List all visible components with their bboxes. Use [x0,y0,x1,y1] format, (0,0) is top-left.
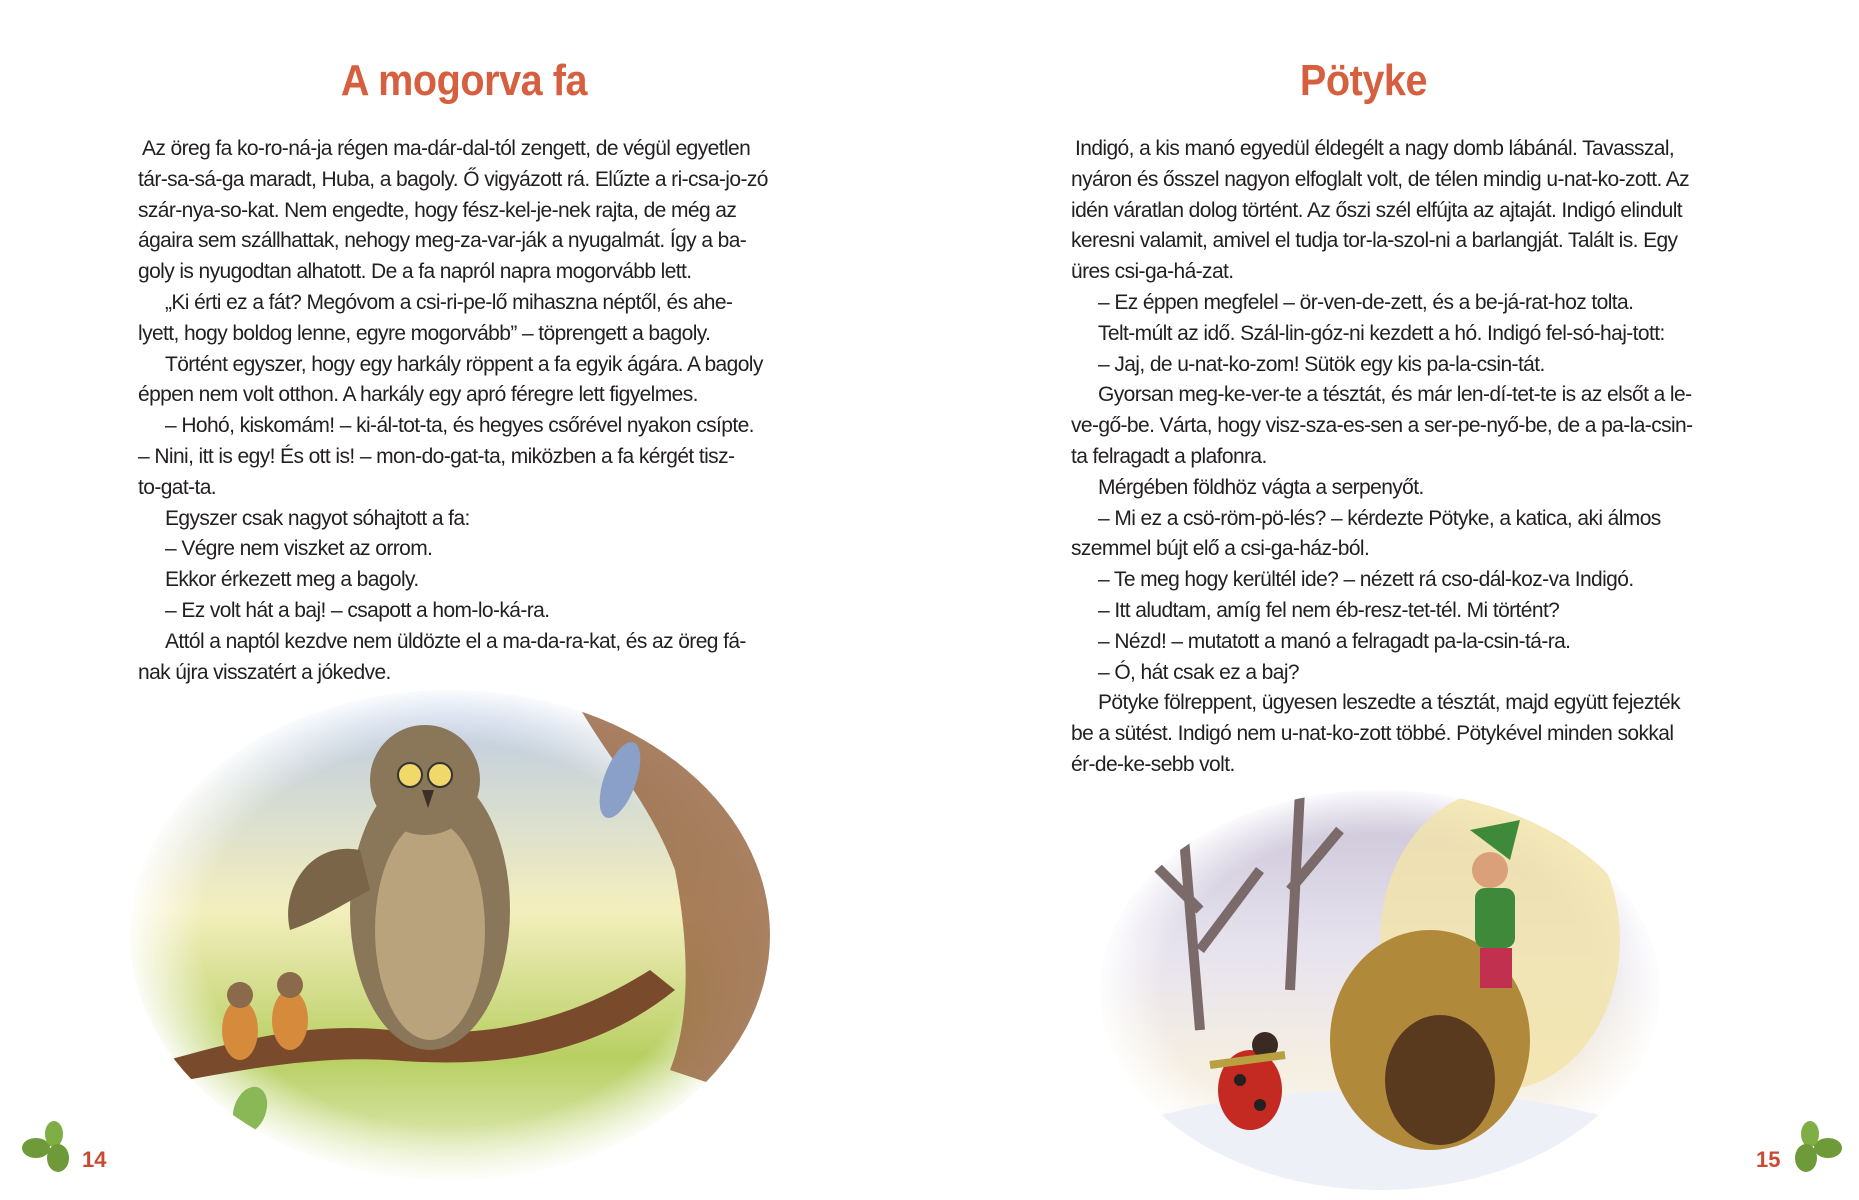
story-title: A mogorva fa [340,56,588,105]
text-line: – Te meg hogy kerültél ide? – nézett rá cso-dál-koz-va Indigó. [1098,568,1634,592]
owl-scene-art [130,690,770,1180]
text-line: – Itt aludtam, amíg fel nem éb-resz-tet-tél. Mi történt? [1098,598,1560,622]
text-line: ér-de-ke-sebb volt. [1071,752,1235,776]
text-line: – Ó, hát csak ez a baj? [1098,660,1299,684]
text-line: szár-nya-so-kat. Nem engedte, hogy fész-kel-je-nek rajta, de még az [138,198,737,222]
text-line: – Végre nem viszket az orrom. [165,537,433,561]
text-line: – Ez volt hát a baj! – csapott a hom-lo-ká-ra. [165,598,550,622]
text-line: Egyszer csak nagyot sóhajtott a fa: [165,506,470,530]
text-line: üres csi-ga-há-zat. [1071,260,1234,284]
text-line: szemmel bújt elő a csi-ga-ház-ból. [1071,537,1370,561]
text-line: Az öreg fa ko-ro-ná-ja régen ma-dár-dal-tól zengett, de végül egyetlen [142,137,751,160]
text-line: Indigó, a kis manó egyedül éldegélt a nagy domb lábánál. Tavasszal, [1075,137,1675,160]
text-line: Ekkor érkezett meg a bagoly. [165,568,419,592]
text-line: goly is nyugodtan alhatott. De a fa napról napra mogorvább lett. [138,260,692,284]
text-line: ve-gő-be. Várta, hogy visz-sza-es-sen a ser-pe-nyő-be, de a pa-la-csin- [1071,414,1693,438]
left-page [0,0,929,1200]
text-line: Telt-múlt az idő. Szál-lin-góz-ni kezdett a hó. Indigó fel-só-haj-tott: [1098,321,1665,345]
text-line: éppen nem volt otthon. A harkály egy apró féregre lett figyelmes. [138,383,698,407]
text-line: Gyorsan meg-ke-ver-te a tésztát, és már len-dí-tet-te is az elsőt a le- [1098,383,1692,407]
page-number: 15 [1756,1147,1781,1172]
text-line: Attól a naptól kezdve nem üldözte el a ma-da-ra-kat, és az öreg fá- [165,629,746,653]
text-line: Mérgében földhöz vágta a serpenyőt. [1098,475,1424,499]
oak-leaf-icon [14,1118,76,1180]
text-line: nak újra visszatért a jókedve. [138,660,391,684]
text-line: – Nézd! – mutatott a manó a felragadt pa-la-csin-tá-ra. [1098,629,1571,653]
text-line: – Hohó, kiskomám! – ki-ál-tot-ta, és hegyes csőrével nyakon csípte. [165,414,754,438]
text-line: lyett, hogy boldog lenne, egyre mogorvább” – töprengett a bagoly. [138,321,711,345]
text-line: idén váratlan dolog történt. Az őszi szél elfújta az ajtaját. Indigó elindult [1071,198,1683,222]
text-line: to-gat-ta. [138,475,217,499]
oak-leaf-icon [1788,1118,1850,1180]
text-line: „Ki érti ez a fát? Megóvom a csi-ri-pe-lő mihaszna néptől, és ahe- [165,290,733,314]
text-line: keresni valamit, amivel el tudja tor-la-szol-ni a barlangját. Talált is. Egy [1071,229,1678,253]
owl-illustration [130,690,770,1180]
text-line: ta felragadt a plafonra. [1071,444,1267,468]
text-line: – Jaj, de u-nat-ko-zom! Sütök egy kis pa-la-csin-tát. [1098,352,1545,376]
text-line: Történt egyszer, hogy egy harkály röppent a fa egyik ágára. A bagoly [165,352,763,376]
winter-scene-art [1100,790,1660,1190]
story-text [138,134,793,688]
text-line: – Mi ez a csö-röm-pö-lés? – kérdezte Pötyke, a katica, aki álmos [1098,506,1661,530]
text-line: nyáron és ősszel nagyon elfoglalt volt, de télen mindig u-nat-ko-zott. Az [1071,167,1690,191]
text-line: be a sütést. Indigó nem u-nat-ko-zott többé. Pötykével minden sokkal [1071,722,1674,746]
text-line: – Nini, itt is egy! És ott is! – mon-do-gat-ta, miközben a fa kérgét tisz- [138,444,735,468]
page-number: 14 [82,1147,107,1172]
snail-illustration [1100,790,1660,1190]
text-line: Pötyke fölreppent, ügyesen leszedte a tésztát, majd együtt fejezték [1098,691,1680,715]
text-line: tár-sa-sá-ga maradt, Huba, a bagoly. Ő vigyázott rá. Elűzte a ri-csa-jo-zó [138,167,768,191]
story-text [1071,134,1758,781]
text-line: – Ez éppen megfelel – ör-ven-de-zett, és a be-já-rat-hoz tolta. [1098,290,1634,314]
story-title: Pötyke [1299,56,1428,105]
text-line: ágaira sem szállhattak, nehogy meg-za-var-ják a nyugalmát. Így a ba- [138,229,747,253]
